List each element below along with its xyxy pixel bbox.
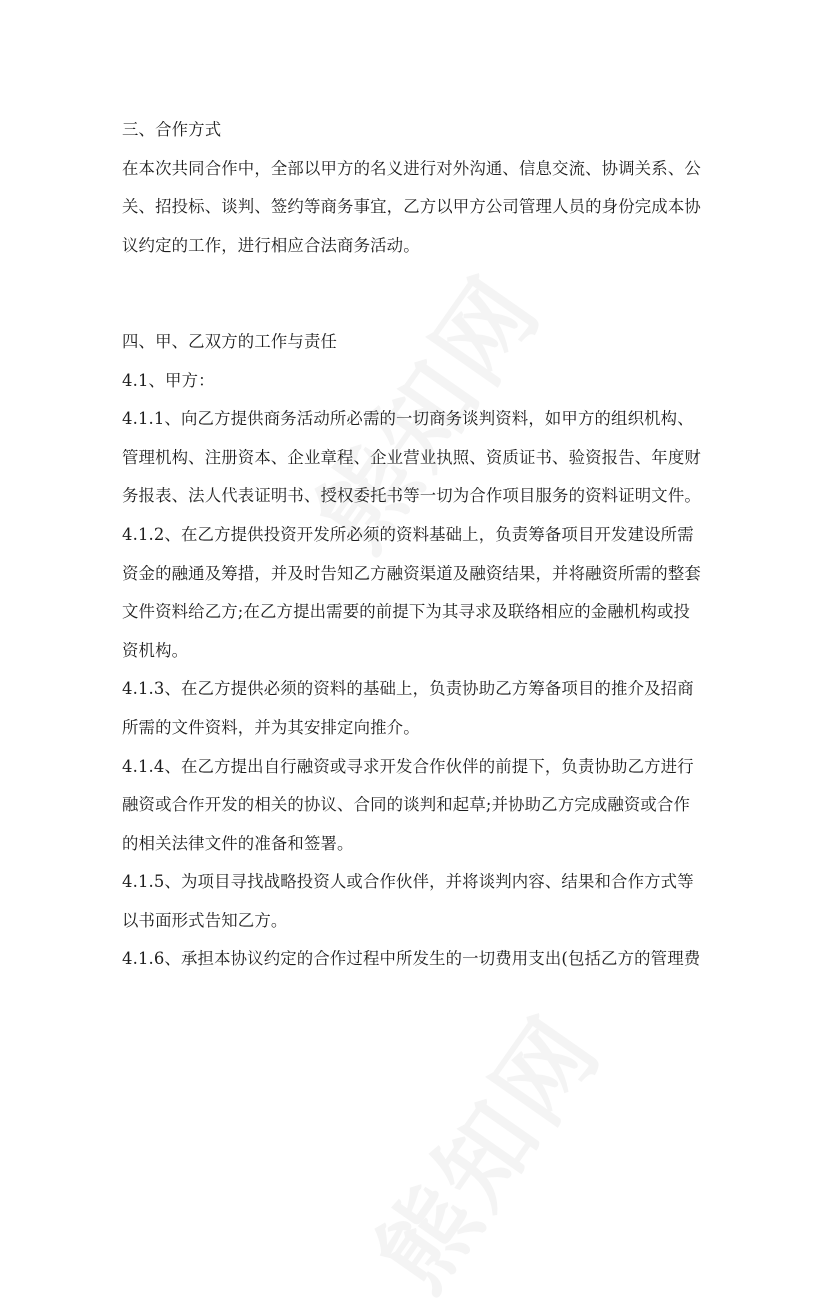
clause-line: 资金的融通及筹措，并及时告知乙方融资渠道及融资结果，并将融资所需的整套: [122, 563, 701, 583]
document-body: [122, 111, 712, 979]
section-heading: 四、甲、乙双方的工作与责任: [122, 331, 338, 351]
clause-line: 4.1.5、为项目寻找战略投资人或合作伙伴，并将谈判内容、结果和合作方式等: [122, 872, 694, 892]
clause-line: 4.1.6、承担本协议约定的合作过程中所发生的一切费用支出(包括乙方的管理费: [122, 949, 701, 969]
spacer: [122, 265, 712, 304]
subsection-heading: 4.1、甲方：: [122, 370, 215, 390]
clause-line: 所需的文件资料，并为其安排定向推介。: [122, 717, 420, 737]
clause-line: 以书面形式告知乙方。: [122, 910, 288, 930]
clause-line: 资机构。: [122, 640, 189, 660]
spacer: [122, 304, 712, 323]
clause-line: 融资或合作开发的相关的协议、合同的谈判和起草;并协助乙方完成融资或合作: [122, 795, 691, 815]
clause-line: 管理机构、注册资本、企业章程、企业营业执照、资质证书、验资报告、年度财: [122, 447, 701, 467]
clause-line: 的相关法律文件的准备和签署。: [122, 833, 354, 853]
clause-line: 4.1.2、在乙方提供投资开发所必须的资料基础上，负责筹备项目开发建设所需: [122, 524, 694, 544]
paragraph-line: 在本次共同合作中，全部以甲方的名义进行对外沟通、信息交流、协调关系、公: [122, 158, 701, 178]
clause-line: 务报表、法人代表证明书、授权委托书等一切为合作项目服务的资料证明文件。: [122, 486, 701, 506]
clause-line: 4.1.3、在乙方提供必须的资料的基础上，负责协助乙方筹备项目的推介及招商: [122, 679, 694, 699]
clause-line: 4.1.1、向乙方提供商务活动所必需的一切商务谈判资料，如甲方的组织机构、: [122, 409, 694, 429]
clause-line: 4.1.4、在乙方提出自行融资或寻求开发合作伙伴的前提下，负责协助乙方进行: [122, 756, 694, 776]
watermark: [339, 984, 627, 1313]
clause-line: 文件资料给乙方;在乙方提出需要的前提下为其寻求及联络相应的金融机构或投: [122, 602, 691, 622]
paragraph-line: 议约定的工作，进行相应合法商务活动。: [122, 235, 420, 255]
section-heading: 三、合作方式: [122, 120, 222, 139]
paragraph-line: 关、招投标、谈判、签约等商务事宜，乙方以甲方公司管理人员的身份完成本协: [122, 197, 701, 217]
